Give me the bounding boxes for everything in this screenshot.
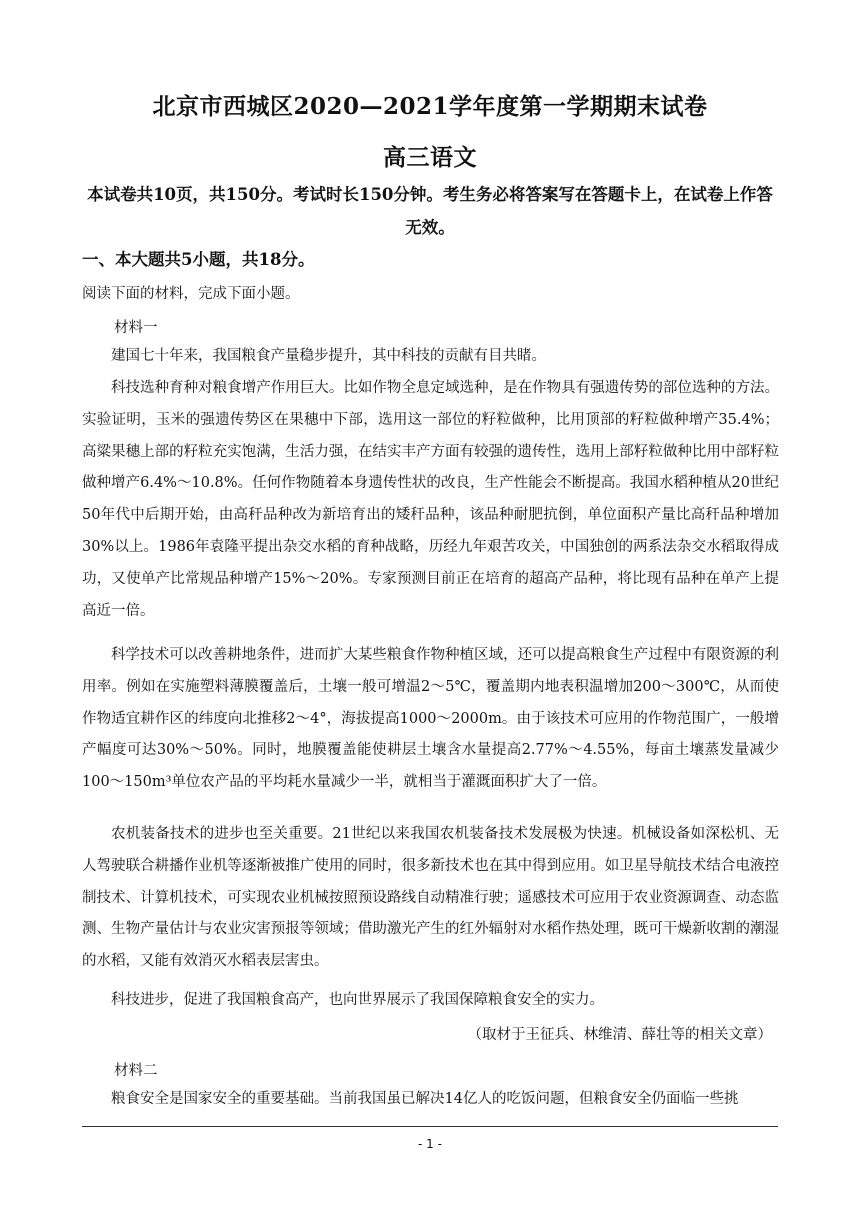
material-two-paragraph: 粮食安全是国家安全的重要基础。当前我国虽已解决14亿人的吃饭问题，但粮食安全仍面临一些挑 [111, 1091, 739, 1107]
material-one-label: 材料一 [114, 320, 158, 336]
material-one-paragraph: 农机装备技术的进步也至关重要。21世纪以来我国农机装备技术发展极为快速。机械设备如深松机、无人驾驶联合耕播作业机等逐渐被推广使用的同时，很多新技术也在其中得到应用。如卫星导航技术结合电液控制技术、计算机技术，可实现农业机械按照预设路线自动精准行驶；遥感技术可应用于农业资源调查、动态监测、生物产量估计与农业灾害预报等领域；借助激光产生的红外辐射对水稻作热处理，既可干燥新收割的潮湿的水稻，又能有效消灭水稻表层害虫。 [82, 826, 779, 970]
material-two-label: 材料二 [114, 1063, 158, 1079]
material-one-paragraph: 科技进步，促进了我国粮食高产，也向世界展示了我国保障粮食安全的实力。 [111, 992, 604, 1008]
material-one-paragraph: 建国七十年来，我国粮食产量稳步提升，其中科技的贡献有目共睹。 [111, 348, 546, 364]
section-heading: 一、本大题共5小题，共18分。 [82, 250, 315, 269]
section-instruction: 阅读下面的材料，完成下面小题。 [82, 286, 300, 302]
material-one-paragraph: 科技选种育种对粮食增产作用巨大。比如作物全息定域选种，是在作物具有强遗传势的部位选种的方法。实验证明，玉米的强遗传势区在果穗中下部，选用这一部位的籽粒做种，比用顶部的籽粒做种增产35.4%；高粱果穗上部的籽粒充实饱满，生活力强，在结实丰产方面有较强的遗传性，选用上部籽粒做种比用中部籽粒做种增产6.4%～10.8%。任何作物随着本身遗传性状的改良，生产性能会不断提高。我国水稻种植从20世纪50年代中后期开始，由高秆品种改为新培育出的矮秆品种，该品种耐肥抗倒，单位面积产量比高秆品种增加30%以上。1986年袁隆平提出杂交水稻的育种战略，历经九年艰苦攻关，中国独创的两系法杂交水稻取得成功，又使单产比常规品种增产15%～20%。专家预测目前正在培育的超高产品种，将比现有品种在单产上提高近一倍。 [82, 380, 779, 619]
material-one-paragraph: 科学技术可以改善耕地条件，进而扩大某些粮食作物种植区域，还可以提高粮食生产过程中有限资源的利用率。例如在实施塑料薄膜覆盖后，土壤一般可增温2～5℃，覆盖期内地表积温增加200～300℃，从而使作物适宜耕作区的纬度向北推移2～4°，海拔提高1000～2000m。由于该技术可应用的作物范围广，一般增产幅度可达30%～50%。同时，地膜覆盖能使耕层土壤含水量提高2.77%～4.55%，每亩土壤蒸发量减少100～150m³单位农产品的平均耗水量减少一半，就相当于灌溉面积扩大了一倍。 [82, 647, 779, 791]
material-one-source: （取材于王征兵、林维清、薛壮等的相关文章） [467, 1027, 772, 1043]
exam-title: 北京市西城区2020—2021学年度第一学期期末试卷 [152, 93, 708, 120]
exam-subtitle: 高三语文 [383, 144, 477, 171]
footer-divider [82, 1126, 778, 1127]
page-number: - 1 - [418, 1137, 442, 1151]
exam-notice: 本试卷共10页，共150分。考试时长150分钟。考生务必将答案写在答题卡上，在试卷上作答无效。 [87, 185, 773, 237]
